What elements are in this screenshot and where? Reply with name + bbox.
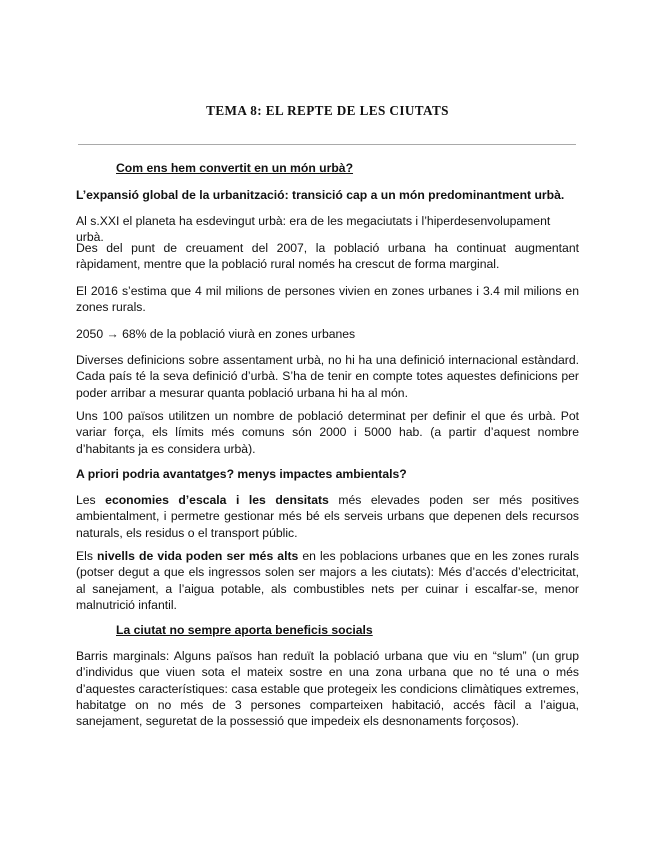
subheading-advantages: A priori podria avantatges? menys impactes ambientals? xyxy=(76,467,407,481)
paragraph-2050-projection: 2050 → 68% de la població viurà en zones urbanes xyxy=(76,327,356,341)
paragraph-living-standards xyxy=(76,548,579,613)
paragraph-population-thresholds: Uns 100 països utilitzen un nombre de població determinat per definir el que és urbà. Pot variar força, els límits més comuns són 2000 i 5000 hab. (a partir d’aquest nombre d’habitants ja es considera urbà). xyxy=(76,409,579,456)
paragraph-2016-estimate: El 2016 s’estima que 4 mil milions de persones vivien en zones urbanes i 3.4 mil milions en zones rurals. xyxy=(76,284,579,315)
bold-run: nivells de vida poden ser més alts xyxy=(97,549,299,563)
bold-run: economies d’escala i les densitats xyxy=(105,493,329,507)
text-run: Les xyxy=(76,493,106,507)
section-heading-urban-world: Com ens hem convertit en un món urbà? xyxy=(116,161,354,175)
title-divider xyxy=(78,144,576,145)
text-run: en les poblacions urbanes que en les zones rurals (potser degut a que els ingressos solen ser majors a les ciutats): Més d’accés d’electricitat, al sanejament, a l’aigua potable, als combustibles nets per cuinar i escalfar-se, menor malnutrició infantil. xyxy=(76,549,579,612)
paragraph-crossover-2007: Des del punt de creuament del 2007, la població urbana ha continuat augmentant ràpidament, mentre que la població rural només ha crescut de forma marginal. xyxy=(76,241,579,272)
paragraph-definitions: Diverses definicions sobre assentament urbà, no hi ha una definició internacional estàndard. Cada país té la seva definició d’urbà. S’ha de tenir en compte totes aquestes definicions per poder arribar a mesurar quanta població urbana hi ha al món. xyxy=(76,353,579,400)
paragraph-megacities: Al s.XXI el planeta ha esdevingut urbà: era de les megaciutats i l’hiperdesenvolupament urbà. xyxy=(76,214,551,245)
subheading-urban-expansion: L’expansió global de la urbanització: transició cap a un món predominantment urbà. xyxy=(76,188,565,202)
text-run: Els xyxy=(76,549,98,563)
section-heading-social-benefits: La ciutat no sempre aporta beneficis socials xyxy=(116,623,373,637)
text-run: més elevades poden ser més positives ambientalment, i permetre gestionar més bé els serveis urbans que depenen dels recursos naturals, els residus o el transport públic. xyxy=(76,493,579,540)
paragraph-economies-of-scale xyxy=(76,492,579,541)
page-title: TEMA 8: EL REPTE DE LES CIUTATS xyxy=(206,103,449,118)
paragraph-slums: Barris marginals: Alguns països han reduït la població urbana que viu en “slum” (un grup d’individus que viuen sota el mateix sostre en una zona urbana que no té una o més d’aquestes característiques: casa estable que protegeix les condicions climàtiques extremes, habitatge on no més de 3 persones comparteixen habitació, accés fàcil a l’aigua, sanejament, seguretat de la possessió que impedeix els desnonaments forçosos). xyxy=(76,649,579,729)
